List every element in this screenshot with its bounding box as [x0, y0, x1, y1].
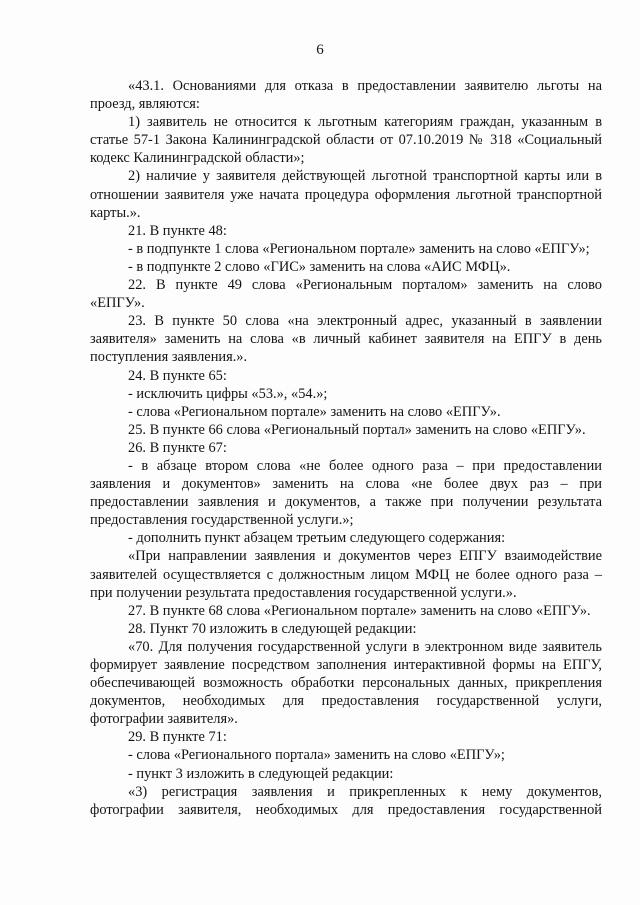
document-body — [90, 77, 602, 819]
paragraph: - исключить цифры «53.», «54.»; — [128, 385, 328, 402]
paragraph: 1) заявитель не относится к льготным категориям граждан, указанным в статье 57-1 Закона Калининградской области от 07.10.2019 № 318 «Социальный кодекс Калининградской области»; — [90, 114, 602, 167]
paragraph: 27. В пункте 68 слова «Региональном портале» заменить на слово «ЕПГУ». — [128, 602, 591, 619]
paragraph: 25. В пункте 66 слова «Региональный портал» заменить на слово «ЕПГУ». — [128, 421, 586, 438]
paragraph: 24. В пункте 65: — [128, 367, 227, 384]
paragraph: «70. Для получения государственной услуги в электронном виде заявитель формирует заявление посредством заполнения интерактивной формы на ЕПГУ, обеспечивающей возможность обработки персональных данных, прикрепления документов, необходимых для предоставления государственной услуги, фотографии заявителя». — [90, 638, 602, 728]
paragraph: - в подпункте 1 слова «Региональном портале» заменить на слово «ЕПГУ»; — [128, 240, 590, 257]
paragraph: 2) наличие у заявителя действующей льготной транспортной карты или в отношении заявителя уже начата процедура оформления льготной транспортной карты.». — [90, 168, 602, 221]
paragraph: - дополнить пункт абзацем третьим следующего содержания: — [128, 530, 506, 547]
paragraph: - слова «Регионального портала» заменить на слово «ЕПГУ»; — [128, 747, 505, 764]
paragraph: 22. В пункте 49 слова «Региональным порталом» заменить на слово «ЕПГУ». — [90, 277, 602, 312]
paragraph: - пункт 3 изложить в следующей редакции: — [128, 765, 394, 782]
paragraph: - слова «Региональном портале» заменить на слово «ЕПГУ». — [128, 403, 501, 420]
paragraph: 21. В пункте 48: — [128, 222, 227, 239]
paragraph: - в абзаце втором слова «не более одного раза – при предоставлении заявления и документов» заменить на слова «не более двух раз – при предоставлении заявления и документов, а также при получении результата предоставления государственной услуги.»; — [90, 457, 602, 529]
paragraph: 23. В пункте 50 слова «на электронный адрес, указанный в заявлении заявителя» заменить на слова «в личный кабинет заявителя на ЕПГУ в день поступления заявления.». — [90, 313, 602, 366]
paragraph: 26. В пункте 67: — [128, 439, 227, 456]
paragraph: 28. Пункт 70 изложить в следующей редакции: — [128, 620, 417, 637]
paragraph: «43.1. Основаниями для отказа в предоставлении заявителю льготы на проезд, являются: — [90, 78, 602, 113]
paragraph: «При направлении заявления и документов через ЕПГУ взаимодействие заявителей осуществляется с должностным лицом МФЦ не более одного раза – при получении результата предоставления государственной услуги.». — [90, 548, 602, 601]
paragraph: 29. В пункте 71: — [128, 729, 227, 746]
page-number: 6 — [316, 42, 324, 58]
paragraph: «3) регистрация заявления и прикрепленных к нему документов, фотографии заявителя, необходимых для предоставления государственной — [90, 783, 602, 818]
paragraph: - в подпункте 2 слово «ГИС» заменить на слова «АИС МФЦ». — [128, 258, 511, 275]
